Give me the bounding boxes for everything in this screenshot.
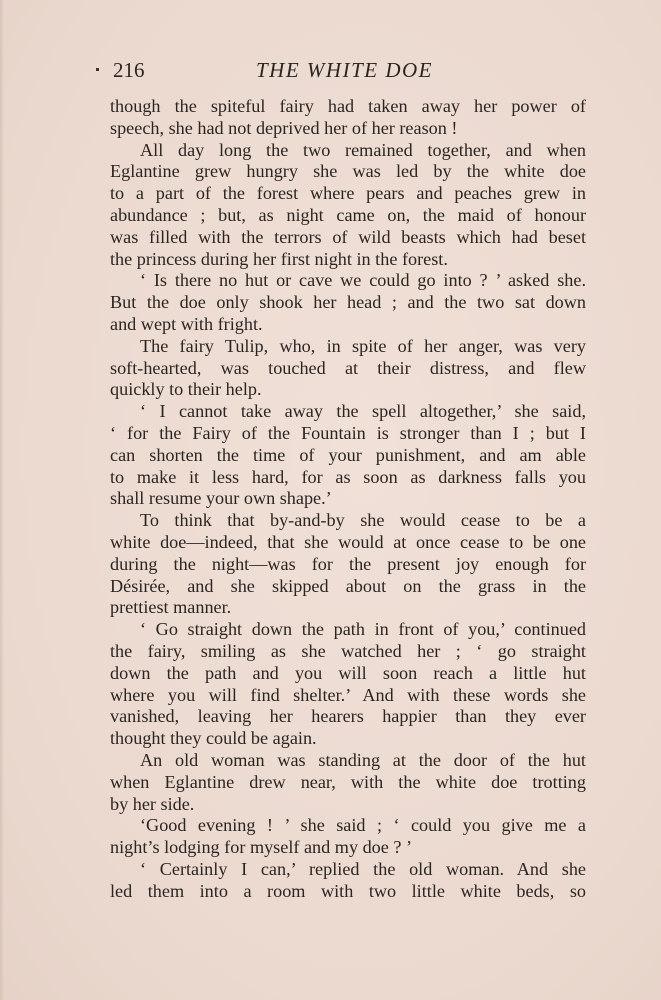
text-line: The fairy Tulip, who, in spite of her anger, was very bbox=[140, 335, 586, 356]
text-line: vanished, leaving her hearers happier than they ever bbox=[110, 706, 586, 727]
text-line: can shorten the time of your punishment, and am able bbox=[110, 444, 586, 465]
text-line: speech, she had not deprived her of her reason ! bbox=[110, 117, 458, 138]
text-line: and wept with fright. bbox=[110, 313, 263, 334]
page-number: 216 bbox=[113, 58, 145, 82]
text-line: white doe—indeed, that she would at once cease to be one bbox=[110, 531, 586, 552]
text-line: ‘ Is there no hut or cave we could go into ? ’ asked she. bbox=[140, 270, 586, 291]
text-line: down the path and you will soon reach a little hut bbox=[110, 662, 586, 683]
text-line: thought they could be again. bbox=[110, 728, 317, 749]
text-line: to make it less hard, for as soon as darkness falls you bbox=[110, 466, 586, 487]
running-head bbox=[96, 56, 586, 84]
body-text bbox=[110, 96, 586, 902]
text-line: shall resume your own shape.’ bbox=[110, 488, 332, 509]
text-line: soft-hearted, was touched at their distress, and flew bbox=[110, 357, 586, 378]
text-line: Eglantine grew hungry she was led by the white doe bbox=[110, 161, 586, 182]
text-line: though the spiteful fairy had taken away her power of bbox=[110, 96, 586, 116]
text-line: the princess during her first night in the forest. bbox=[110, 248, 448, 269]
page-edge-shadow bbox=[0, 0, 4, 1000]
text-line: was filled with the terrors of wild beasts which had beset bbox=[110, 226, 586, 247]
text-line: where you will find shelter.’ And with these words she bbox=[110, 684, 586, 705]
folio-dot-mark bbox=[96, 68, 99, 71]
text-line: to a part of the forest where pears and peaches grew in bbox=[110, 183, 586, 204]
text-line: led them into a room with two little white beds, so bbox=[110, 880, 586, 901]
text-line: An old woman was standing at the door of the hut bbox=[140, 749, 586, 770]
text-line: But the doe only shook her head ; and the two sat down bbox=[110, 292, 586, 313]
text-line: by her side. bbox=[110, 793, 195, 814]
text-line: prettiest manner. bbox=[110, 597, 232, 618]
text-line: night’s lodging for myself and my doe ? ’ bbox=[110, 837, 413, 858]
text-line: ‘ Certainly I can,’ replied the old woman. And she bbox=[140, 858, 586, 879]
text-line: the fairy, smiling as she watched her ; ‘ go straight bbox=[110, 640, 586, 661]
text-line: ‘Good evening ! ’ she said ; ‘ could you give me a bbox=[140, 815, 586, 836]
text-line: quickly to their help. bbox=[110, 379, 262, 400]
text-line: All day long the two remained together, and when bbox=[140, 139, 586, 160]
running-title: THE WHITE DOE bbox=[256, 58, 433, 82]
text-line: ‘ for the Fairy of the Fountain is stronger than I ; but I bbox=[110, 422, 586, 443]
text-line: ‘ I cannot take away the spell altogether,’ she said, bbox=[140, 401, 586, 422]
text-line: when Eglantine drew near, with the white doe trotting bbox=[110, 771, 586, 792]
text-line: abundance ; but, as night came on, the maid of honour bbox=[110, 204, 586, 225]
text-line: To think that by-and-by she would cease to be a bbox=[140, 510, 586, 531]
text-line: Désirée, and she skipped about on the grass in the bbox=[110, 575, 586, 596]
text-line: during the night—was for the present joy enough for bbox=[110, 553, 586, 574]
text-line: ‘ Go straight down the path in front of you,’ continued bbox=[140, 619, 586, 640]
